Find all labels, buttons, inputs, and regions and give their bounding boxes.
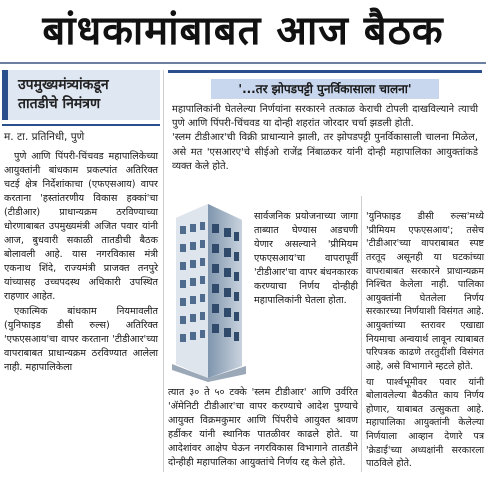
right-column — [366, 210, 484, 471]
middle-paragraph-full: त्यात ३० ते ५० टक्के 'स्लम टीडीआर' आणि उर्वरित 'ॲमेनिटी टीडीआर'चा वापर करण्याचे आदेश पुण्याचे आयुक्त विक्रमकुमार आणि पिंपरीचे आयुक्त श्रावण हर्डीकर यांनी स्थानिक पातळीवर काढले होते. या आदेशांवर आक्षेप घेऊन नगरविकास विभागाने तातडीने दोन्हीही महापालिका आयुक्तांचे निर्णय रद्द केले होते. — [168, 387, 358, 469]
byline: म. टा. प्रतिनिधी, पुणे — [4, 131, 85, 143]
sub-heading-rule — [2, 124, 160, 126]
middle-column-lower — [168, 386, 358, 470]
quote-paragraph-2: 'स्लम टीडीआर'ची विक्री प्राधान्याने झाली, तर झोपडपट्टी पुनर्विकासाली चालना मिळेल, असे मत 'एसआरए'चे सीईओ राजेंद्र निंबाळकर यांनी दोन्ही महापालिका आयुक्तांकडे व्यक्त केले होते. — [172, 132, 478, 172]
middle-paragraph-top: सार्वजनिक प्रयोजनाच्या जागा ताब्यात घेण्यास अडचणी येणार असल्याने 'प्रीमियम एफएसआय'चा वापरापूर्वी 'टीडीआर'चा वापर बंधनकारक करण्याचा निर्णय दोन्हीही महापालिकांनी घेतला होता. — [254, 211, 358, 307]
building-illustration — [168, 196, 248, 382]
quote-title: '...तर झोपडपट्टी पुनर्विकासाला चालना' — [211, 79, 439, 99]
middle-column — [254, 210, 358, 308]
left-paragraph-1: पुणे आणि पिंपरी-चिंचवड महापालिकेच्या आयुक्तांनी बांधकाम प्रकल्पांत अतिरिक्त चटई क्षेत्र निर्देशांकाचा (एफएसआय) वापर करताना 'हस्तांतरणीय विकास हक्कां'चा (टीडीआर) प्राधान्यक्रम ठरविण्याच्या धोरणाबाबत उपमुख्यमंत्री अजित पवार यांनी आज, बुधवारी सकाळी तातडीची बैठक बोलावली आहे. यास नगरविकास मंत्री एकनाथ शिंदे, राज्यमंत्री प्राजक्त तनपुरे यांच्यासह उच्चपदस्थ अधिकारी उपस्थित राहणार आहेत. — [4, 151, 158, 303]
sub-heading-line-2: तातडीचे निमंत्रण — [18, 96, 101, 112]
left-paragraph-2: एकात्मिक बांधकाम नियमावलीत (युनिफाइड डीसी रुल्स) अतिरिक्त 'एफएसआय'चा वापर करताना 'टीडीआर'च्या वापराबाबत प्राधान्यक्रम ठरविण्यात आलेला नाही. महापालिकेला — [4, 305, 158, 373]
quote-paragraph-1: महापालिकांनी घेतलेल्या निर्णयांना सरकारने तत्काळ केराची टोपली दाखविल्याने त्याची पुणे आणि पिंपरी-चिंचवड या दोन्ही शहरांत जोरदार चर्चा झडली होती. — [172, 104, 478, 130]
quote-box — [168, 70, 482, 188]
sub-heading-box — [2, 70, 160, 120]
headline: बांधकामांबाबत आज बैठक — [42, 8, 444, 54]
right-paragraph-2: या पार्श्वभूमीवर पवार यांनी बोलावलेल्या बैठकीत काय निर्णय होणार, याबाबत उत्सुकता आहे. महापालिका आयुक्तांनी केलेल्या निर्णयाला आव्हान देणारे पत्र 'क्रेडाई'च्या अध्यक्षांनी सरकारला पाठविले होते. — [366, 376, 484, 470]
headline-rule — [0, 62, 486, 64]
right-paragraph-1: 'युनिफाइड डीसी रुल्स'मध्ये 'प्रीमियम एफएसआय'; तसेच 'टीडीआर'च्या वापराबाबत स्पष्ट तरतूद असूनही या घटकांच्या वापराबाबत सरकारने प्राधान्यक्रम निश्चित केलेला नाही. पालिका आयुक्तांनी घेतलेला निर्णय सरकारच्या निर्णयाशी विसंगत आहे. आयुक्तांच्या स्तरावर एखाद्या नियमाचा अन्वयार्थ लावून त्याबाबत परिपत्रक काढणे तरतुदींशी विसंगत आहे, असे विभागाने म्हटले होते. — [366, 211, 484, 372]
left-column — [4, 150, 158, 375]
column-divider-right — [361, 196, 362, 472]
sub-heading-line-1: उपमुख्यमंत्र्यांकडून — [18, 77, 109, 93]
column-divider — [163, 70, 164, 472]
quote-body — [172, 103, 478, 174]
